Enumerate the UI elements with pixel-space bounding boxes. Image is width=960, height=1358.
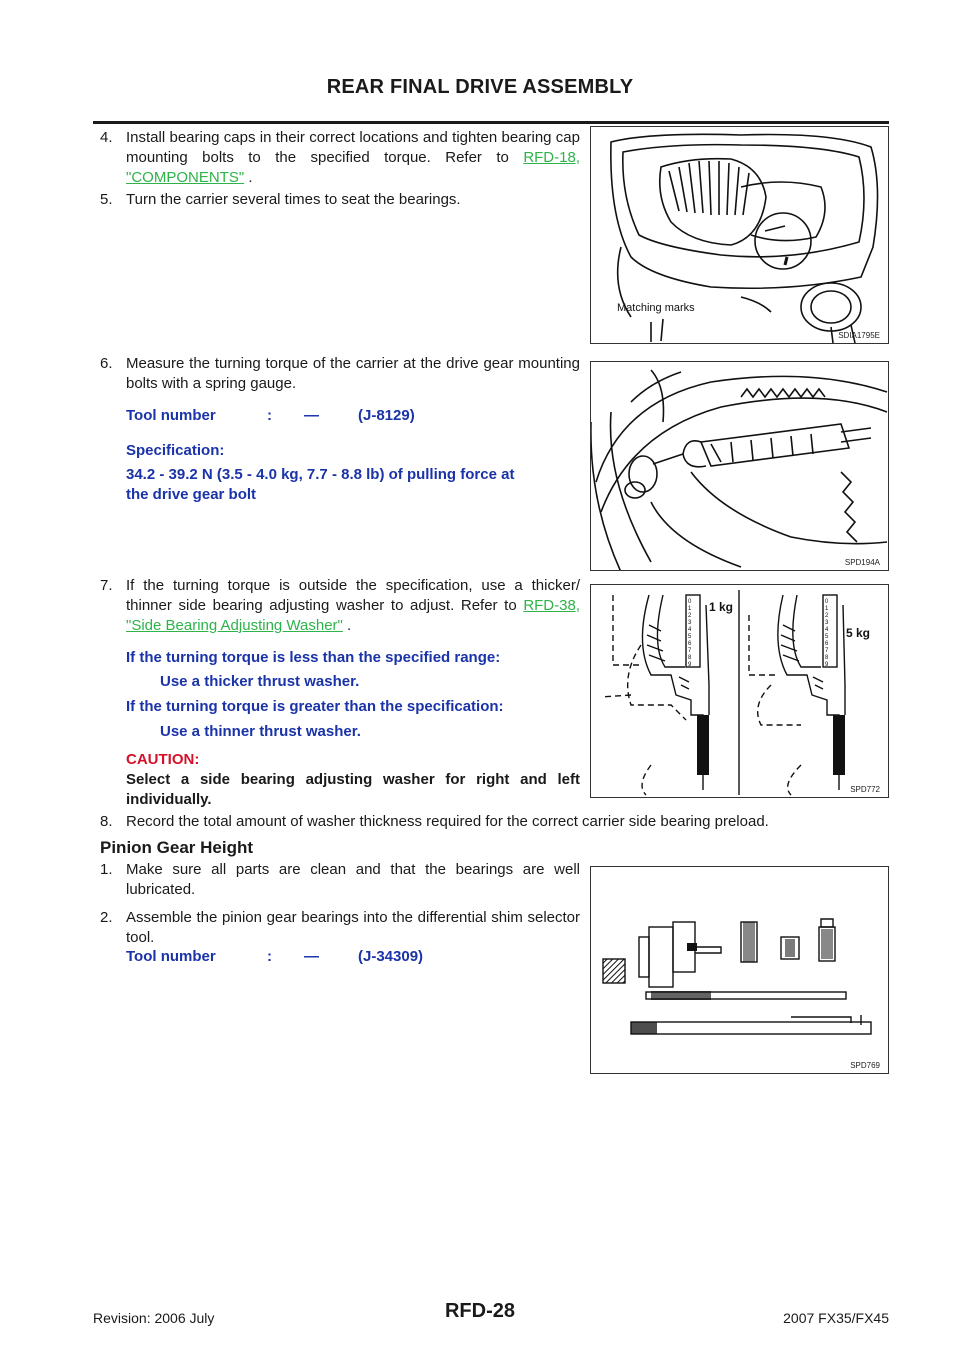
condition-less-action: Use a thicker thrust washer. (160, 673, 360, 690)
caution-text: Select a side bearing adjusting washer for right and left individually. (126, 771, 580, 808)
svg-text:3: 3 (688, 620, 692, 626)
ref-link-rfd-18[interactable]: RFD-18, "COMPONENTS" (126, 149, 580, 186)
svg-text:2: 2 (688, 613, 692, 619)
figure-matching-marks (590, 126, 889, 344)
step-7: 7. If the turning torque is outside the specification, use a thicker/ thinner side bearing adjusting washer to adjust. Refer to RFD-38, "Side Bearing Adjusting Washer" . (100, 577, 580, 634)
step-text: Assemble the pinion gear bearings into the differential shim selector tool. (126, 909, 580, 946)
matching-marks-label: Matching marks (617, 302, 695, 314)
condition-less: If the turning torque is less than the specified range: (126, 649, 501, 666)
svg-text:6: 6 (688, 641, 692, 647)
step-number: 7. (100, 577, 113, 594)
condition-greater-action: Use a thinner thrust washer. (160, 723, 361, 740)
tool-dash: — (304, 948, 319, 965)
svg-text:1: 1 (688, 606, 692, 612)
svg-text:8: 8 (688, 655, 692, 661)
figure-code: SDIA1795E (838, 331, 880, 340)
figure-code: SPD769 (850, 1061, 880, 1070)
step-4: 4. Install bearing caps in their correct locations and tighten bearing cap mounting bolts to the specified torque. Refer to RFD-18, "COMPONENTS" . (100, 129, 580, 186)
step-text: Measure the turning torque of the carrier at the drive gear mounting bolts with a spring gauge. (126, 355, 580, 392)
figure-code: SPD194A (844, 558, 880, 567)
svg-text:9: 9 (688, 662, 692, 668)
tool-label: Tool number (126, 407, 216, 424)
one-kg-label: 1 kg (709, 600, 734, 614)
svg-text:3: 3 (825, 620, 829, 626)
step-6 (100, 354, 580, 394)
step-number: 2. (100, 909, 113, 926)
five-kg-label: 5 kg (846, 626, 871, 640)
pinion-step-2 (100, 908, 580, 948)
footer-revision: Revision: 2006 July (93, 1310, 215, 1326)
svg-text:9: 9 (825, 662, 829, 668)
figure-shim-selector-tool (590, 866, 889, 1074)
ref-link-rfd-38[interactable]: RFD-38, "Side Bearing Adjusting Washer" (126, 597, 580, 634)
figure-washer-selection (590, 584, 889, 798)
caution-title: CAUTION: (126, 751, 200, 768)
svg-text:7: 7 (688, 648, 692, 654)
tool-code: (J-8129) (358, 407, 415, 424)
step-number: 5. (100, 191, 113, 208)
tool-label: Tool number (126, 948, 216, 965)
svg-text:1: 1 (825, 606, 829, 612)
svg-text:6: 6 (825, 641, 829, 647)
section-heading: Pinion Gear Height (100, 838, 254, 857)
caution-block (126, 750, 580, 810)
svg-text:7: 7 (825, 648, 829, 654)
svg-text:4: 4 (688, 627, 692, 633)
condition-greater: If the turning torque is greater than the specification: (126, 698, 504, 715)
spec-line-1: 34.2 - 39.2 N (3.5 - 4.0 kg, 7.7 - 8.8 lb) of pulling force at (126, 466, 515, 483)
tool-sep: : (267, 948, 272, 965)
svg-text:2: 2 (825, 613, 829, 619)
footer-page-number: RFD-28 (444, 1300, 515, 1322)
tool-code: (J-34309) (358, 948, 424, 965)
svg-text:8: 8 (825, 655, 829, 661)
step-text: Record the total amount of washer thickness required for the correct carrier side bearing preload. (126, 813, 769, 830)
step-number: 6. (100, 355, 113, 372)
figure-spring-gauge (590, 361, 889, 571)
step-5 (100, 190, 580, 210)
step-8 (100, 812, 900, 832)
step-number: 8. (100, 813, 113, 830)
step-text: Make sure all parts are clean and that the bearings are well lubricated. (126, 861, 580, 898)
step-number: 4. (100, 129, 113, 146)
spec-line-2: the drive gear bolt (126, 486, 257, 503)
footer-model: 2007 FX35/FX45 (783, 1310, 889, 1326)
page-title: REAR FINAL DRIVE ASSEMBLY (326, 76, 634, 98)
svg-text:5: 5 (825, 634, 829, 640)
pinion-step-1 (100, 860, 580, 900)
step-text: Turn the carrier several times to seat the bearings. (126, 191, 461, 208)
svg-text:5: 5 (688, 634, 692, 640)
spec-heading: Specification: (126, 442, 225, 459)
figure-code: SPD772 (850, 785, 880, 794)
svg-text:0: 0 (825, 599, 829, 605)
tool-dash: — (304, 407, 319, 424)
tool-sep: : (267, 407, 272, 424)
header-rule (93, 121, 889, 124)
svg-text:0: 0 (688, 599, 692, 605)
step-number: 1. (100, 861, 113, 878)
step-text: Install bearing caps in their correct locations and tighten bearing cap mounting bolts to the specified torque. Refer to (126, 129, 580, 166)
svg-text:4: 4 (825, 627, 829, 633)
step-text: If the turning torque is outside the specification, use a thicker/ thinner side bearing adjusting washer to adjust. Refer to (126, 577, 580, 614)
